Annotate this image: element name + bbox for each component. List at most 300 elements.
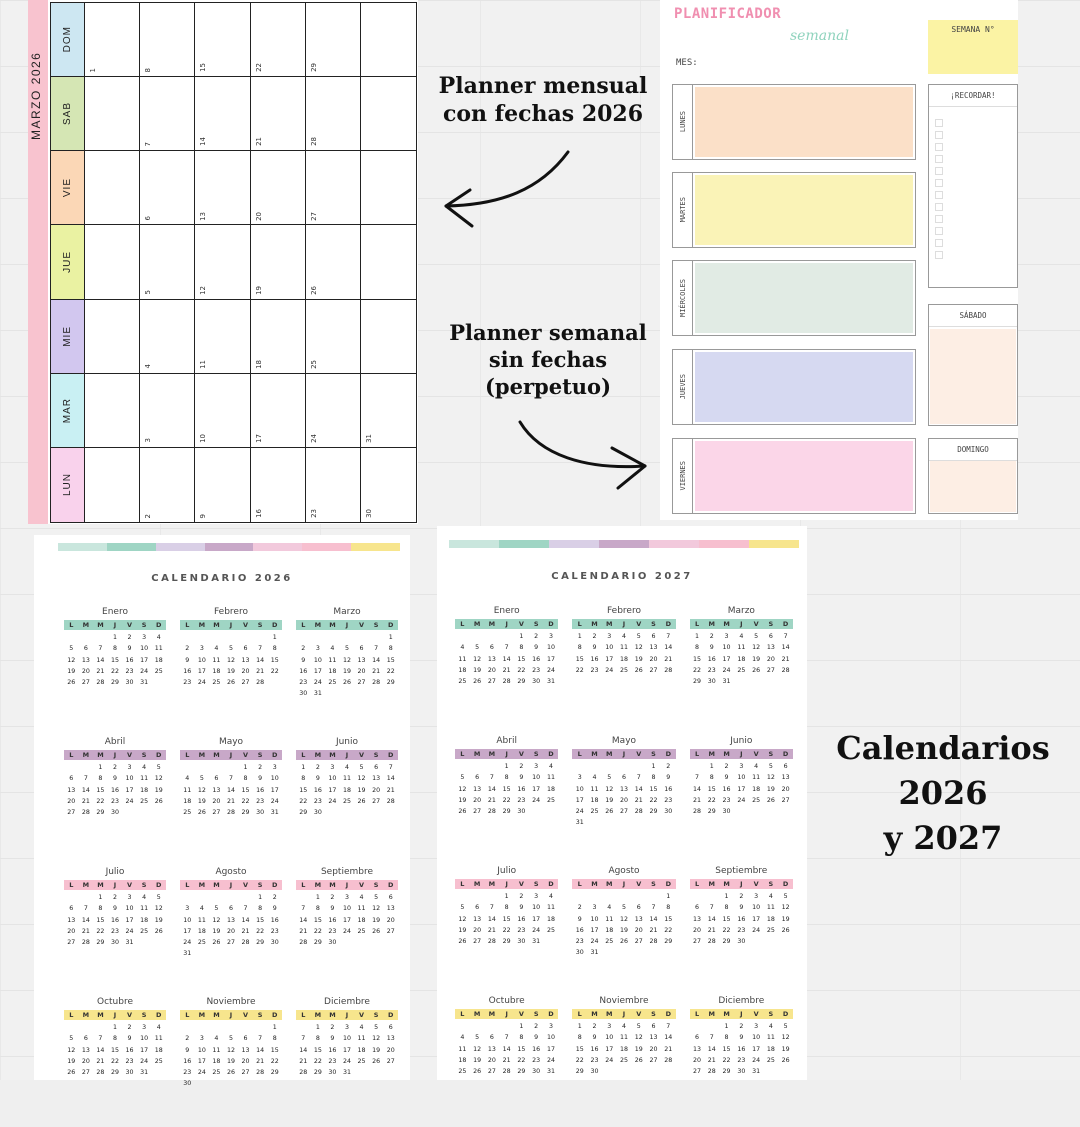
day-number: 25 bbox=[752, 796, 761, 804]
day-number: 4 bbox=[156, 634, 161, 641]
month-name: Abril bbox=[496, 736, 517, 746]
day-number: 23 bbox=[328, 927, 337, 935]
day-number: 9 bbox=[185, 656, 190, 664]
day-number: 29 bbox=[707, 808, 716, 816]
day-number: 9 bbox=[112, 775, 117, 783]
day-number: 11 bbox=[140, 775, 149, 783]
stripe-segment bbox=[58, 543, 107, 551]
day-number: 18 bbox=[212, 1057, 221, 1065]
day-number: 24 bbox=[125, 797, 134, 805]
weekday-initial: L bbox=[185, 1011, 190, 1019]
month-days bbox=[690, 891, 793, 947]
day-number: 3 bbox=[534, 893, 539, 900]
day-number: 28 bbox=[693, 808, 702, 816]
day-number: 27 bbox=[693, 1068, 702, 1076]
day-number: 28 bbox=[256, 679, 265, 687]
weekday-initial: D bbox=[388, 621, 394, 629]
day-number: 16 bbox=[328, 916, 337, 924]
day-number: 18 bbox=[766, 1045, 775, 1053]
day-number bbox=[499, 1021, 514, 1032]
month-block bbox=[180, 867, 282, 997]
weekday-initial: D bbox=[548, 1010, 554, 1018]
day-number: 3 bbox=[592, 904, 597, 912]
day-number: 10 bbox=[183, 916, 192, 924]
day-number: 23 bbox=[517, 926, 526, 934]
day-number: 24 bbox=[590, 938, 599, 946]
day-number: 29 bbox=[575, 1068, 584, 1076]
day-number: 31 bbox=[722, 678, 731, 686]
weekday-initial: J bbox=[505, 620, 508, 628]
day-number: 1 bbox=[243, 764, 248, 771]
month-block bbox=[455, 606, 558, 736]
date-cell bbox=[361, 151, 416, 225]
day-number: 27 bbox=[241, 679, 250, 687]
weekday-label-box bbox=[673, 261, 693, 335]
day-number: 9 bbox=[592, 1034, 597, 1042]
day-number: 25 bbox=[328, 679, 337, 687]
day-number bbox=[646, 891, 661, 902]
day-number: 22 bbox=[649, 796, 658, 804]
day-number: 26 bbox=[372, 927, 381, 935]
month-days bbox=[690, 761, 793, 817]
day-number: 21 bbox=[299, 1057, 308, 1065]
day-number: 19 bbox=[212, 927, 221, 935]
day-number: 15 bbox=[575, 655, 584, 663]
day-number: 3 bbox=[344, 894, 349, 901]
day-number: 30 bbox=[590, 1068, 599, 1076]
day-number: 18 bbox=[546, 785, 555, 793]
day-number: 2 bbox=[592, 1023, 597, 1030]
day-number: 18 bbox=[605, 926, 614, 934]
day-number: 3 bbox=[344, 1024, 349, 1031]
day-number: 11 bbox=[458, 1045, 467, 1053]
day-number: 29 bbox=[722, 1068, 731, 1076]
sunday-label: DOMINGO bbox=[929, 439, 1017, 461]
day-number: 11 bbox=[140, 905, 149, 913]
day-number: 4 bbox=[607, 904, 612, 912]
day-number bbox=[180, 1022, 195, 1033]
date-number: 10 bbox=[199, 433, 208, 443]
day-number: 8 bbox=[258, 905, 263, 913]
day-number: 15 bbox=[313, 916, 322, 924]
day-number: 25 bbox=[546, 796, 555, 804]
day-number: 13 bbox=[649, 644, 658, 652]
day-number: 26 bbox=[634, 666, 643, 674]
weekday-initial: L bbox=[694, 750, 700, 758]
checkbox-icon bbox=[935, 155, 943, 163]
weekday-initial: V bbox=[359, 621, 365, 629]
day-number: 14 bbox=[649, 915, 658, 923]
day-number: 6 bbox=[695, 1034, 700, 1042]
day-number: 13 bbox=[81, 1046, 90, 1054]
stripe-segment bbox=[499, 540, 549, 548]
day-number: 8 bbox=[666, 904, 671, 912]
day-number: 27 bbox=[81, 679, 90, 687]
day-number: 5 bbox=[374, 1024, 379, 1031]
weekday-initial: D bbox=[272, 1011, 278, 1019]
day-number: 8 bbox=[695, 644, 700, 652]
weekday-initial: D bbox=[548, 620, 554, 628]
day-number: 18 bbox=[458, 666, 467, 674]
weekday-writing-area bbox=[695, 87, 913, 157]
day-number: 27 bbox=[386, 1057, 395, 1065]
weekday-label: VIERNES bbox=[678, 461, 687, 491]
day-number: 12 bbox=[634, 1034, 643, 1042]
day-number: 12 bbox=[67, 1046, 76, 1054]
day-number: 12 bbox=[619, 915, 628, 923]
weekday-initial: M bbox=[488, 880, 496, 888]
weekday-initial: S bbox=[651, 1010, 656, 1018]
day-number: 11 bbox=[766, 1034, 775, 1042]
day-number: 11 bbox=[342, 775, 351, 783]
day-number bbox=[587, 761, 602, 772]
day-number: 25 bbox=[140, 797, 149, 805]
day-number: 3 bbox=[724, 633, 729, 640]
weekly-planner bbox=[660, 0, 1018, 520]
day-number: 22 bbox=[664, 926, 673, 934]
day-number bbox=[79, 892, 94, 903]
weekday-initial: V bbox=[636, 620, 642, 628]
weekday-initial: S bbox=[768, 880, 774, 888]
weekday-cell bbox=[51, 3, 85, 77]
weekday-initial: D bbox=[665, 750, 671, 758]
day-number bbox=[587, 891, 602, 902]
day-number: 7 bbox=[709, 904, 714, 912]
day-number: 10 bbox=[575, 785, 584, 793]
day-number bbox=[93, 1022, 108, 1033]
weekday-header bbox=[690, 619, 793, 629]
day-number: 27 bbox=[81, 1069, 90, 1077]
day-number bbox=[455, 1021, 470, 1032]
day-number: 4 bbox=[460, 1034, 465, 1042]
day-number: 18 bbox=[752, 785, 761, 793]
day-number: 15 bbox=[110, 1046, 119, 1054]
day-number: 3 bbox=[142, 634, 147, 641]
day-number: 24 bbox=[140, 1057, 149, 1065]
day-number: 8 bbox=[272, 645, 277, 653]
weekday-initial: S bbox=[533, 750, 539, 758]
date-cell bbox=[361, 448, 416, 522]
day-number: 21 bbox=[502, 1056, 511, 1064]
day-number: 26 bbox=[473, 678, 482, 686]
day-number bbox=[195, 892, 210, 903]
day-number bbox=[238, 892, 253, 903]
day-number bbox=[253, 1022, 268, 1033]
date-cell bbox=[195, 448, 250, 522]
day-number: 8 bbox=[98, 905, 103, 913]
day-number: 20 bbox=[212, 797, 221, 805]
day-number: 30 bbox=[664, 808, 673, 816]
day-number: 7 bbox=[666, 1023, 671, 1030]
day-number: 18 bbox=[154, 1046, 163, 1054]
day-number: 20 bbox=[766, 655, 775, 663]
weekday-initial: V bbox=[243, 881, 249, 889]
day-number: 29 bbox=[386, 679, 395, 687]
day-number: 15 bbox=[386, 656, 395, 664]
day-number: 30 bbox=[110, 809, 119, 817]
day-number: 7 bbox=[695, 774, 700, 782]
weekday-initial: S bbox=[373, 751, 379, 759]
day-number: 15 bbox=[722, 915, 731, 923]
day-number: 15 bbox=[722, 1045, 731, 1053]
day-number: 29 bbox=[517, 678, 526, 686]
saturday-label: SÁBADO bbox=[929, 305, 1017, 327]
day-number: 17 bbox=[140, 656, 149, 664]
day-number: 5 bbox=[156, 764, 161, 771]
day-number: 2 bbox=[112, 764, 117, 771]
day-number bbox=[690, 891, 705, 902]
weekday-writing-area bbox=[695, 175, 913, 245]
day-number bbox=[354, 632, 369, 643]
day-number: 5 bbox=[228, 645, 233, 653]
day-number: 26 bbox=[226, 679, 235, 687]
weekday-initial: M bbox=[473, 620, 481, 628]
month-name: Junio bbox=[730, 736, 753, 746]
day-number: 13 bbox=[67, 786, 76, 794]
date-cell bbox=[251, 3, 306, 77]
day-number: 8 bbox=[577, 644, 582, 652]
checkbox-icon bbox=[935, 203, 943, 211]
day-number: 7 bbox=[98, 645, 103, 653]
day-number: 21 bbox=[256, 1057, 265, 1065]
day-number: 15 bbox=[96, 916, 105, 924]
day-number: 8 bbox=[112, 645, 117, 653]
day-number: 7 bbox=[301, 905, 306, 913]
weekday-initial: J bbox=[505, 1010, 508, 1018]
month-days bbox=[64, 1022, 166, 1078]
day-number: 27 bbox=[67, 939, 76, 947]
weekday-initial: M bbox=[473, 1010, 481, 1018]
day-number: 2 bbox=[272, 894, 277, 901]
date-cell bbox=[306, 3, 361, 77]
day-number: 3 bbox=[185, 905, 190, 913]
day-number: 3 bbox=[199, 1035, 204, 1043]
day-number: 6 bbox=[243, 1035, 248, 1043]
day-number: 6 bbox=[475, 904, 480, 912]
day-number: 28 bbox=[487, 938, 496, 946]
day-number: 9 bbox=[534, 1034, 539, 1042]
day-number: 12 bbox=[781, 904, 790, 912]
day-number: 21 bbox=[81, 927, 90, 935]
day-number: 17 bbox=[605, 1045, 614, 1053]
day-number: 24 bbox=[752, 1056, 761, 1064]
day-number bbox=[340, 632, 355, 643]
day-number: 7 bbox=[83, 775, 88, 783]
day-number: 10 bbox=[197, 656, 206, 664]
day-number: 22 bbox=[517, 666, 526, 674]
day-number bbox=[93, 632, 108, 643]
weekday-cell bbox=[51, 225, 85, 299]
weekday-header bbox=[64, 1010, 166, 1020]
day-number bbox=[455, 761, 470, 772]
day-number: 16 bbox=[664, 785, 673, 793]
day-number: 31 bbox=[532, 938, 541, 946]
month-block bbox=[572, 866, 675, 996]
day-number: 19 bbox=[67, 667, 76, 675]
day-number bbox=[238, 632, 253, 643]
weekday-initial: V bbox=[243, 621, 249, 629]
day-number: 20 bbox=[781, 785, 790, 793]
day-number: 7 bbox=[258, 645, 263, 653]
weekday-initial: M bbox=[97, 621, 104, 629]
day-number: 14 bbox=[299, 1046, 308, 1054]
month-block bbox=[180, 607, 282, 737]
day-number bbox=[296, 632, 311, 643]
month-name: Mayo bbox=[611, 736, 637, 746]
date-number: 22 bbox=[254, 63, 263, 73]
day-number bbox=[195, 1022, 210, 1033]
day-number: 6 bbox=[651, 633, 656, 640]
day-number: 22 bbox=[96, 797, 105, 805]
stripe-segment bbox=[205, 543, 254, 551]
date-cell bbox=[140, 3, 195, 77]
weekday-initial: J bbox=[345, 1011, 349, 1019]
weekday-label: SAB bbox=[62, 102, 73, 126]
weekday-initial: S bbox=[141, 881, 147, 889]
weekday-initial: M bbox=[708, 880, 716, 888]
day-number: 16 bbox=[313, 786, 322, 794]
day-number: 24 bbox=[575, 808, 584, 816]
day-number: 26 bbox=[154, 797, 163, 805]
date-cell bbox=[85, 225, 140, 299]
month-days bbox=[572, 1021, 675, 1077]
day-number: 20 bbox=[67, 797, 76, 805]
weekday-initial: V bbox=[636, 750, 642, 758]
weekday-initial: D bbox=[388, 1011, 394, 1019]
weekday-initial: L bbox=[185, 881, 190, 889]
day-number: 23 bbox=[328, 1057, 337, 1065]
day-number: 30 bbox=[299, 690, 308, 698]
day-number: 4 bbox=[199, 905, 204, 913]
day-number bbox=[296, 1022, 311, 1033]
day-number: 26 bbox=[67, 679, 76, 687]
weekday-initial: M bbox=[97, 1011, 104, 1019]
day-number: 27 bbox=[487, 678, 496, 686]
day-number: 20 bbox=[241, 667, 250, 675]
day-number: 4 bbox=[359, 894, 364, 901]
weekday-initial: M bbox=[314, 881, 322, 889]
day-number: 20 bbox=[81, 667, 90, 675]
date-cell bbox=[361, 300, 416, 374]
day-number: 2 bbox=[739, 1023, 744, 1030]
day-number: 10 bbox=[590, 915, 599, 923]
month-name: Enero bbox=[493, 606, 520, 616]
day-number: 24 bbox=[605, 666, 614, 674]
weekday-initial: M bbox=[198, 751, 206, 759]
calendar-title: CALENDARIO 2027 bbox=[551, 571, 693, 582]
month-block bbox=[690, 866, 793, 996]
date-cell bbox=[140, 77, 195, 151]
day-number: 27 bbox=[212, 809, 221, 817]
months-grid bbox=[455, 606, 793, 1126]
date-cell bbox=[195, 374, 250, 448]
calendars-annotation-line1: Calendarios bbox=[836, 729, 1050, 767]
day-number: 1 bbox=[272, 634, 277, 641]
day-number bbox=[631, 891, 646, 902]
weekday-initial: D bbox=[782, 750, 789, 758]
weekday-header bbox=[64, 750, 166, 760]
day-number: 4 bbox=[768, 893, 773, 900]
day-number: 1 bbox=[258, 894, 263, 901]
day-number: 20 bbox=[386, 916, 395, 924]
day-number: 7 bbox=[651, 904, 656, 912]
day-number: 19 bbox=[458, 926, 467, 934]
day-number: 21 bbox=[96, 667, 105, 675]
day-number: 14 bbox=[241, 916, 250, 924]
day-number: 6 bbox=[695, 904, 700, 912]
month-name: Noviembre bbox=[599, 996, 649, 1006]
day-number: 4 bbox=[214, 645, 219, 653]
date-cell bbox=[140, 448, 195, 522]
month-days bbox=[180, 762, 282, 818]
weekday-label: VIE bbox=[62, 178, 73, 198]
day-number: 25 bbox=[619, 666, 628, 674]
day-number: 15 bbox=[664, 915, 673, 923]
day-number: 23 bbox=[517, 796, 526, 804]
day-number: 20 bbox=[386, 1046, 395, 1054]
day-number: 17 bbox=[197, 1057, 206, 1065]
day-number: 9 bbox=[739, 1034, 744, 1042]
weekday-cell bbox=[51, 77, 85, 151]
day-number: 24 bbox=[546, 666, 555, 674]
day-number: 25 bbox=[605, 938, 614, 946]
day-number: 9 bbox=[330, 905, 335, 913]
day-number: 13 bbox=[693, 1045, 702, 1053]
day-number bbox=[470, 1021, 485, 1032]
day-number: 21 bbox=[487, 796, 496, 804]
month-days bbox=[180, 632, 282, 688]
weekday-initial: D bbox=[272, 621, 278, 629]
day-number: 20 bbox=[487, 666, 496, 674]
day-number: 8 bbox=[724, 904, 729, 912]
weekday-initial: S bbox=[373, 881, 379, 889]
day-number: 19 bbox=[372, 1046, 381, 1054]
day-number bbox=[470, 631, 485, 642]
day-number: 29 bbox=[664, 938, 673, 946]
day-number: 12 bbox=[67, 656, 76, 664]
day-number bbox=[499, 631, 514, 642]
day-number: 3 bbox=[754, 1023, 759, 1030]
day-number: 1 bbox=[724, 1023, 729, 1030]
day-number: 10 bbox=[546, 644, 555, 652]
day-number bbox=[195, 632, 210, 643]
day-number: 17 bbox=[737, 785, 746, 793]
day-number: 22 bbox=[502, 926, 511, 934]
day-number: 9 bbox=[127, 645, 132, 653]
day-number: 24 bbox=[197, 679, 206, 687]
day-number: 30 bbox=[256, 809, 265, 817]
weekday-initial: J bbox=[345, 881, 349, 889]
day-number: 24 bbox=[328, 797, 337, 805]
date-cell bbox=[361, 225, 416, 299]
weekday-initial: J bbox=[622, 880, 626, 888]
calendar-2027 bbox=[437, 526, 807, 1080]
date-number: 4 bbox=[144, 364, 153, 369]
day-number: 12 bbox=[605, 785, 614, 793]
day-number: 28 bbox=[487, 808, 496, 816]
weekday-initial: J bbox=[740, 1010, 743, 1018]
day-number: 2 bbox=[724, 763, 729, 770]
weekday-initial: D bbox=[548, 750, 554, 758]
day-number: 13 bbox=[241, 656, 250, 664]
day-number: 17 bbox=[342, 1046, 351, 1054]
day-number: 11 bbox=[546, 774, 555, 782]
stripe-segment bbox=[449, 540, 499, 548]
month-name: Agosto bbox=[608, 866, 640, 876]
weekday-initial: M bbox=[329, 621, 336, 629]
day-number: 19 bbox=[342, 667, 351, 675]
month-days bbox=[296, 762, 398, 818]
